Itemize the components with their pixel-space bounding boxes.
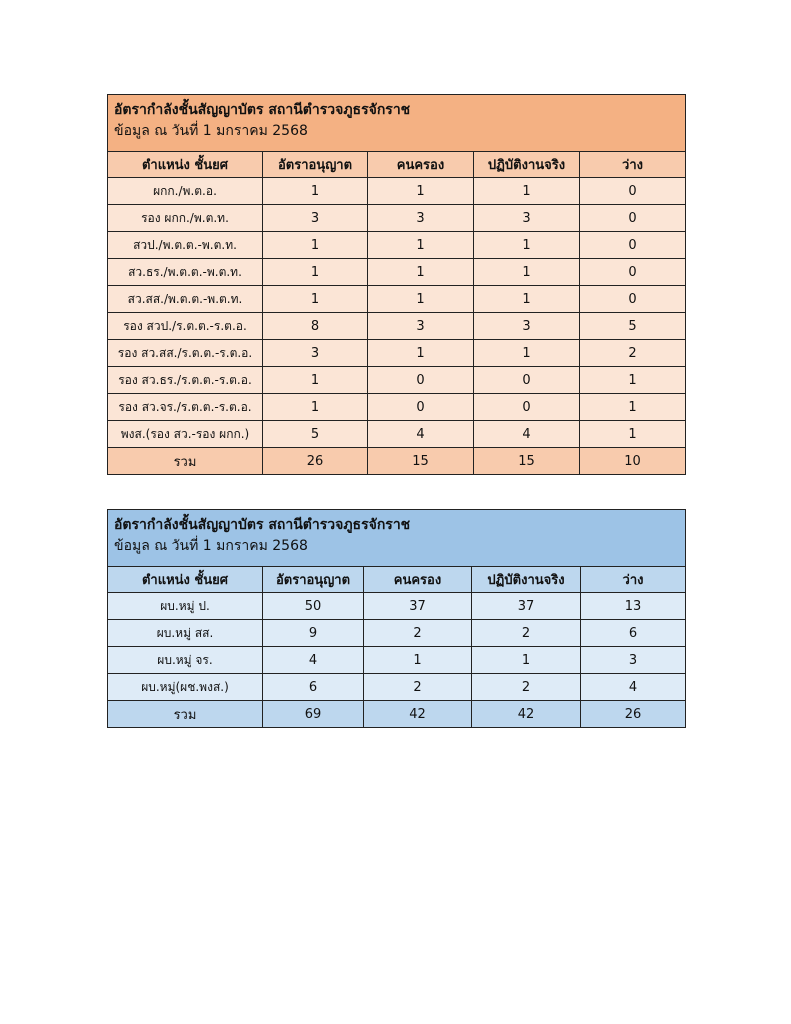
table-row [108, 259, 686, 286]
header-authorized: อัตราอนุญาต [263, 567, 364, 593]
table-title: อัตรากำลังชั้นสัญญาบัตร สถานีตำรวจภูธรจักราช [114, 517, 411, 533]
cell-vacant: 0 [580, 259, 686, 286]
cell-on-duty: 0 [474, 367, 580, 394]
cell-position: สวป./พ.ต.ต.-พ.ต.ท. [108, 232, 263, 259]
table-row [108, 313, 686, 340]
cell-on-duty: 3 [474, 313, 580, 340]
staffing-table-commissioned [107, 94, 686, 475]
cell-occupied: 3 [368, 205, 474, 232]
cell-authorized: 9 [263, 620, 364, 647]
header-occupied: คนครอง [364, 567, 472, 593]
cell-vacant: 1 [580, 367, 686, 394]
cell-position: รอง ผกก./พ.ต.ท. [108, 205, 263, 232]
cell-vacant: 0 [580, 178, 686, 205]
table-row [108, 340, 686, 367]
cell-on-duty: 1 [472, 647, 581, 674]
table-body [108, 95, 686, 475]
table-row [108, 674, 686, 701]
cell-authorized: 1 [263, 178, 368, 205]
table-row [108, 394, 686, 421]
cell-vacant: 0 [580, 286, 686, 313]
header-authorized: อัตราอนุญาต [263, 152, 368, 178]
table-total-row [108, 701, 686, 728]
total-vacant: 10 [580, 448, 686, 475]
cell-position: รอง สว.สส./ร.ต.ต.-ร.ต.อ. [108, 340, 263, 367]
table-row [108, 232, 686, 259]
cell-on-duty: 37 [472, 593, 581, 620]
cell-occupied: 37 [364, 593, 472, 620]
cell-on-duty: 1 [474, 178, 580, 205]
cell-authorized: 1 [263, 394, 368, 421]
cell-on-duty: 0 [474, 394, 580, 421]
cell-position: ผกก./พ.ต.อ. [108, 178, 263, 205]
cell-authorized: 8 [263, 313, 368, 340]
table-row [108, 367, 686, 394]
cell-authorized: 6 [263, 674, 364, 701]
table-row [108, 593, 686, 620]
table-subtitle: ข้อมูล ณ วันที่ 1 มกราคม 2568 [114, 123, 308, 139]
cell-on-duty: 1 [474, 340, 580, 367]
cell-on-duty: 1 [474, 232, 580, 259]
header-occupied: คนครอง [368, 152, 474, 178]
cell-position: รอง สว.ธร./ร.ต.ต.-ร.ต.อ. [108, 367, 263, 394]
cell-vacant: 3 [581, 647, 686, 674]
cell-authorized: 50 [263, 593, 364, 620]
cell-occupied: 4 [368, 421, 474, 448]
cell-on-duty: 1 [474, 259, 580, 286]
table-row [108, 205, 686, 232]
cell-occupied: 1 [368, 286, 474, 313]
table-body [108, 510, 686, 728]
cell-occupied: 1 [368, 259, 474, 286]
cell-occupied: 2 [364, 674, 472, 701]
table-title-cell [108, 510, 686, 567]
total-on-duty: 15 [474, 448, 580, 475]
header-position: ตำแหน่ง ชั้นยศ [108, 567, 263, 593]
cell-authorized: 1 [263, 286, 368, 313]
cell-vacant: 6 [581, 620, 686, 647]
cell-vacant: 1 [580, 394, 686, 421]
cell-on-duty: 1 [474, 286, 580, 313]
cell-position: สว.ธร./พ.ต.ต.-พ.ต.ท. [108, 259, 263, 286]
total-authorized: 26 [263, 448, 368, 475]
cell-authorized: 3 [263, 205, 368, 232]
cell-vacant: 1 [580, 421, 686, 448]
cell-position: ผบ.หมู่ ป. [108, 593, 263, 620]
cell-authorized: 1 [263, 232, 368, 259]
table-row [108, 421, 686, 448]
total-on-duty: 42 [472, 701, 581, 728]
table-row [108, 647, 686, 674]
cell-on-duty: 3 [474, 205, 580, 232]
table-row [108, 286, 686, 313]
cell-vacant: 5 [580, 313, 686, 340]
table-row [108, 620, 686, 647]
cell-occupied: 1 [364, 647, 472, 674]
table-title-row [108, 95, 686, 152]
cell-occupied: 1 [368, 232, 474, 259]
cell-position: รอง สวป./ร.ต.ต.-ร.ต.อ. [108, 313, 263, 340]
header-position: ตำแหน่ง ชั้นยศ [108, 152, 263, 178]
cell-authorized: 4 [263, 647, 364, 674]
total-authorized: 69 [263, 701, 364, 728]
cell-occupied: 1 [368, 340, 474, 367]
table-title-row [108, 510, 686, 567]
cell-occupied: 2 [364, 620, 472, 647]
cell-authorized: 3 [263, 340, 368, 367]
total-occupied: 42 [364, 701, 472, 728]
cell-vacant: 4 [581, 674, 686, 701]
total-label: รวม [108, 448, 263, 475]
cell-authorized: 1 [263, 367, 368, 394]
cell-occupied: 0 [368, 394, 474, 421]
header-vacant: ว่าง [580, 152, 686, 178]
table-total-row [108, 448, 686, 475]
total-occupied: 15 [368, 448, 474, 475]
cell-vacant: 13 [581, 593, 686, 620]
total-label: รวม [108, 701, 263, 728]
cell-on-duty: 4 [474, 421, 580, 448]
table-title: อัตรากำลังชั้นสัญญาบัตร สถานีตำรวจภูธรจักราช [114, 102, 411, 118]
total-vacant: 26 [581, 701, 686, 728]
cell-position: สว.สส./พ.ต.ต.-พ.ต.ท. [108, 286, 263, 313]
header-on-duty: ปฏิบัติงานจริง [472, 567, 581, 593]
cell-occupied: 0 [368, 367, 474, 394]
cell-position: ผบ.หมู่ สส. [108, 620, 263, 647]
cell-position: พงส.(รอง สว.-รอง ผกก.) [108, 421, 263, 448]
staffing-table-noncommissioned [107, 509, 686, 728]
table-header-row [108, 152, 686, 178]
cell-position: ผบ.หมู่(ผช.พงส.) [108, 674, 263, 701]
cell-occupied: 3 [368, 313, 474, 340]
table-title-cell [108, 95, 686, 152]
cell-on-duty: 2 [472, 674, 581, 701]
header-vacant: ว่าง [581, 567, 686, 593]
cell-vacant: 0 [580, 232, 686, 259]
cell-position: ผบ.หมู่ จร. [108, 647, 263, 674]
header-on-duty: ปฏิบัติงานจริง [474, 152, 580, 178]
table-header-row [108, 567, 686, 593]
cell-on-duty: 2 [472, 620, 581, 647]
cell-occupied: 1 [368, 178, 474, 205]
cell-vacant: 2 [580, 340, 686, 367]
table-row [108, 178, 686, 205]
cell-vacant: 0 [580, 205, 686, 232]
cell-authorized: 1 [263, 259, 368, 286]
cell-position: รอง สว.จร./ร.ต.ต.-ร.ต.อ. [108, 394, 263, 421]
cell-authorized: 5 [263, 421, 368, 448]
table-subtitle: ข้อมูล ณ วันที่ 1 มกราคม 2568 [114, 538, 308, 554]
